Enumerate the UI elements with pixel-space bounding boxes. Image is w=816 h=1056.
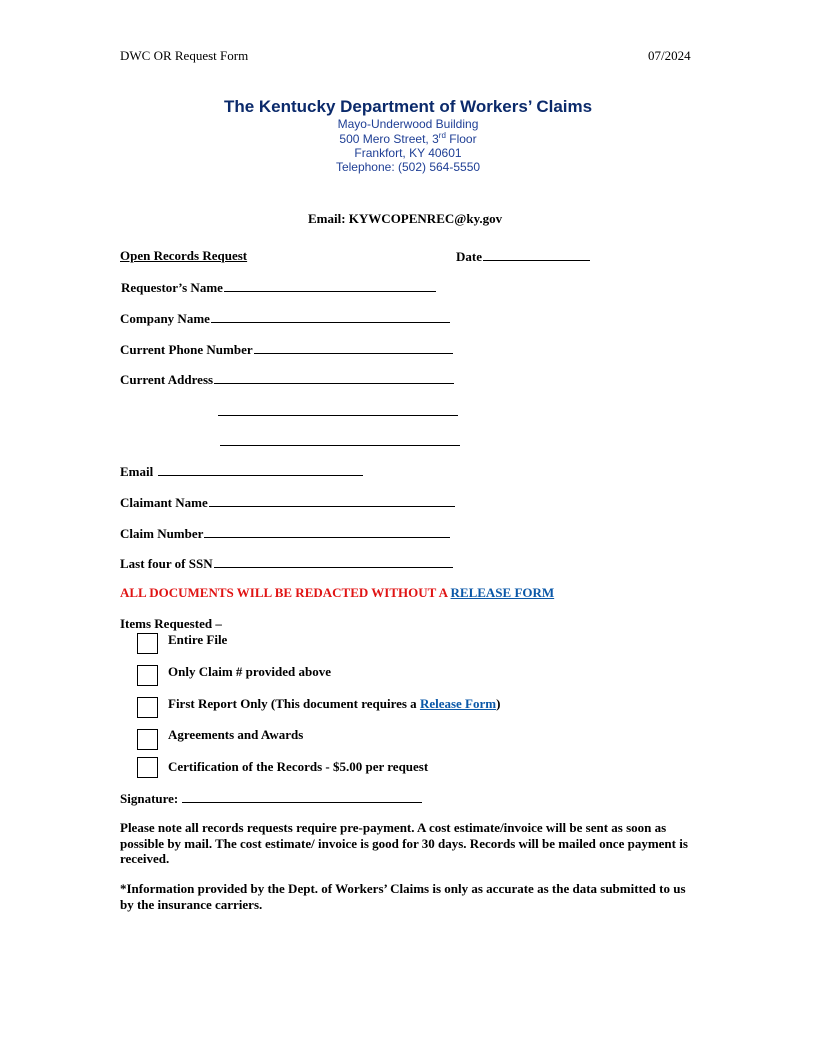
first-report-label: First Report Only (This document requires a Release Form) (168, 696, 501, 711)
email-line: Email: KYWCOPENREC@ky.gov (308, 211, 503, 226)
claimant-name-field[interactable]: Claimant Name (120, 494, 455, 511)
phone-number-field[interactable]: Current Phone Number (120, 341, 453, 358)
prepayment-note: Please note all records requests require pre-payment. A cost estimate/invoice will be sent as soon as possible by mail. The cost estimate/ invoice is good for 30 days. Records will be mailed once payment is received. (120, 820, 688, 866)
agreements-checkbox[interactable] (137, 729, 158, 750)
release-form-link[interactable]: RELEASE FORM (450, 585, 555, 600)
agency-building: Mayo-Underwood Building (337, 117, 479, 131)
date-field[interactable]: Date (456, 248, 590, 265)
claim-number-field[interactable]: Claim Number (120, 525, 450, 542)
ssn-field[interactable]: Last four of SSN (120, 555, 453, 572)
agency-title: The Kentucky Department of Workers’ Claims (223, 97, 593, 116)
signature-field[interactable]: Signature: (120, 790, 422, 807)
email-field[interactable]: Email (120, 463, 363, 480)
first-report-checkbox[interactable] (137, 697, 158, 718)
first-report-release-form-link[interactable]: Release Form (419, 696, 497, 711)
requestor-name-field[interactable]: Requestor’s Name (121, 279, 436, 296)
address-field[interactable]: Current Address (120, 371, 454, 388)
revision-date: 07/2024 (648, 48, 691, 63)
entire-file-label: Entire File (168, 632, 228, 647)
entire-file-checkbox[interactable] (137, 633, 158, 654)
only-claim-checkbox[interactable] (137, 665, 158, 686)
company-name-field[interactable]: Company Name (120, 310, 450, 327)
agency-phone: Telephone: (502) 564-5550 (335, 160, 481, 174)
items-requested-label: Items Requested – (120, 616, 222, 631)
agency-street: 500 Mero Street, 3rd Floor (339, 131, 477, 146)
agency-city: Frankfort, KY 40601 (354, 146, 462, 160)
address-line-2[interactable] (218, 403, 458, 416)
agreements-label: Agreements and Awards (168, 727, 304, 742)
section-title: Open Records Request (120, 248, 248, 263)
certification-checkbox[interactable] (137, 757, 158, 778)
redaction-notice: ALL DOCUMENTS WILL BE REDACTED WITHOUT A RELEASE FORM (120, 585, 555, 600)
only-claim-label: Only Claim # provided above (168, 664, 332, 679)
certification-label: Certification of the Records - $5.00 per request (168, 759, 429, 774)
accuracy-disclaimer: *Information provided by the Dept. of Workers’ Claims is only as accurate as the data submitted to us by the insurance carriers. (120, 881, 686, 912)
address-line-3[interactable] (220, 433, 460, 446)
form-name: DWC OR Request Form (120, 48, 249, 63)
